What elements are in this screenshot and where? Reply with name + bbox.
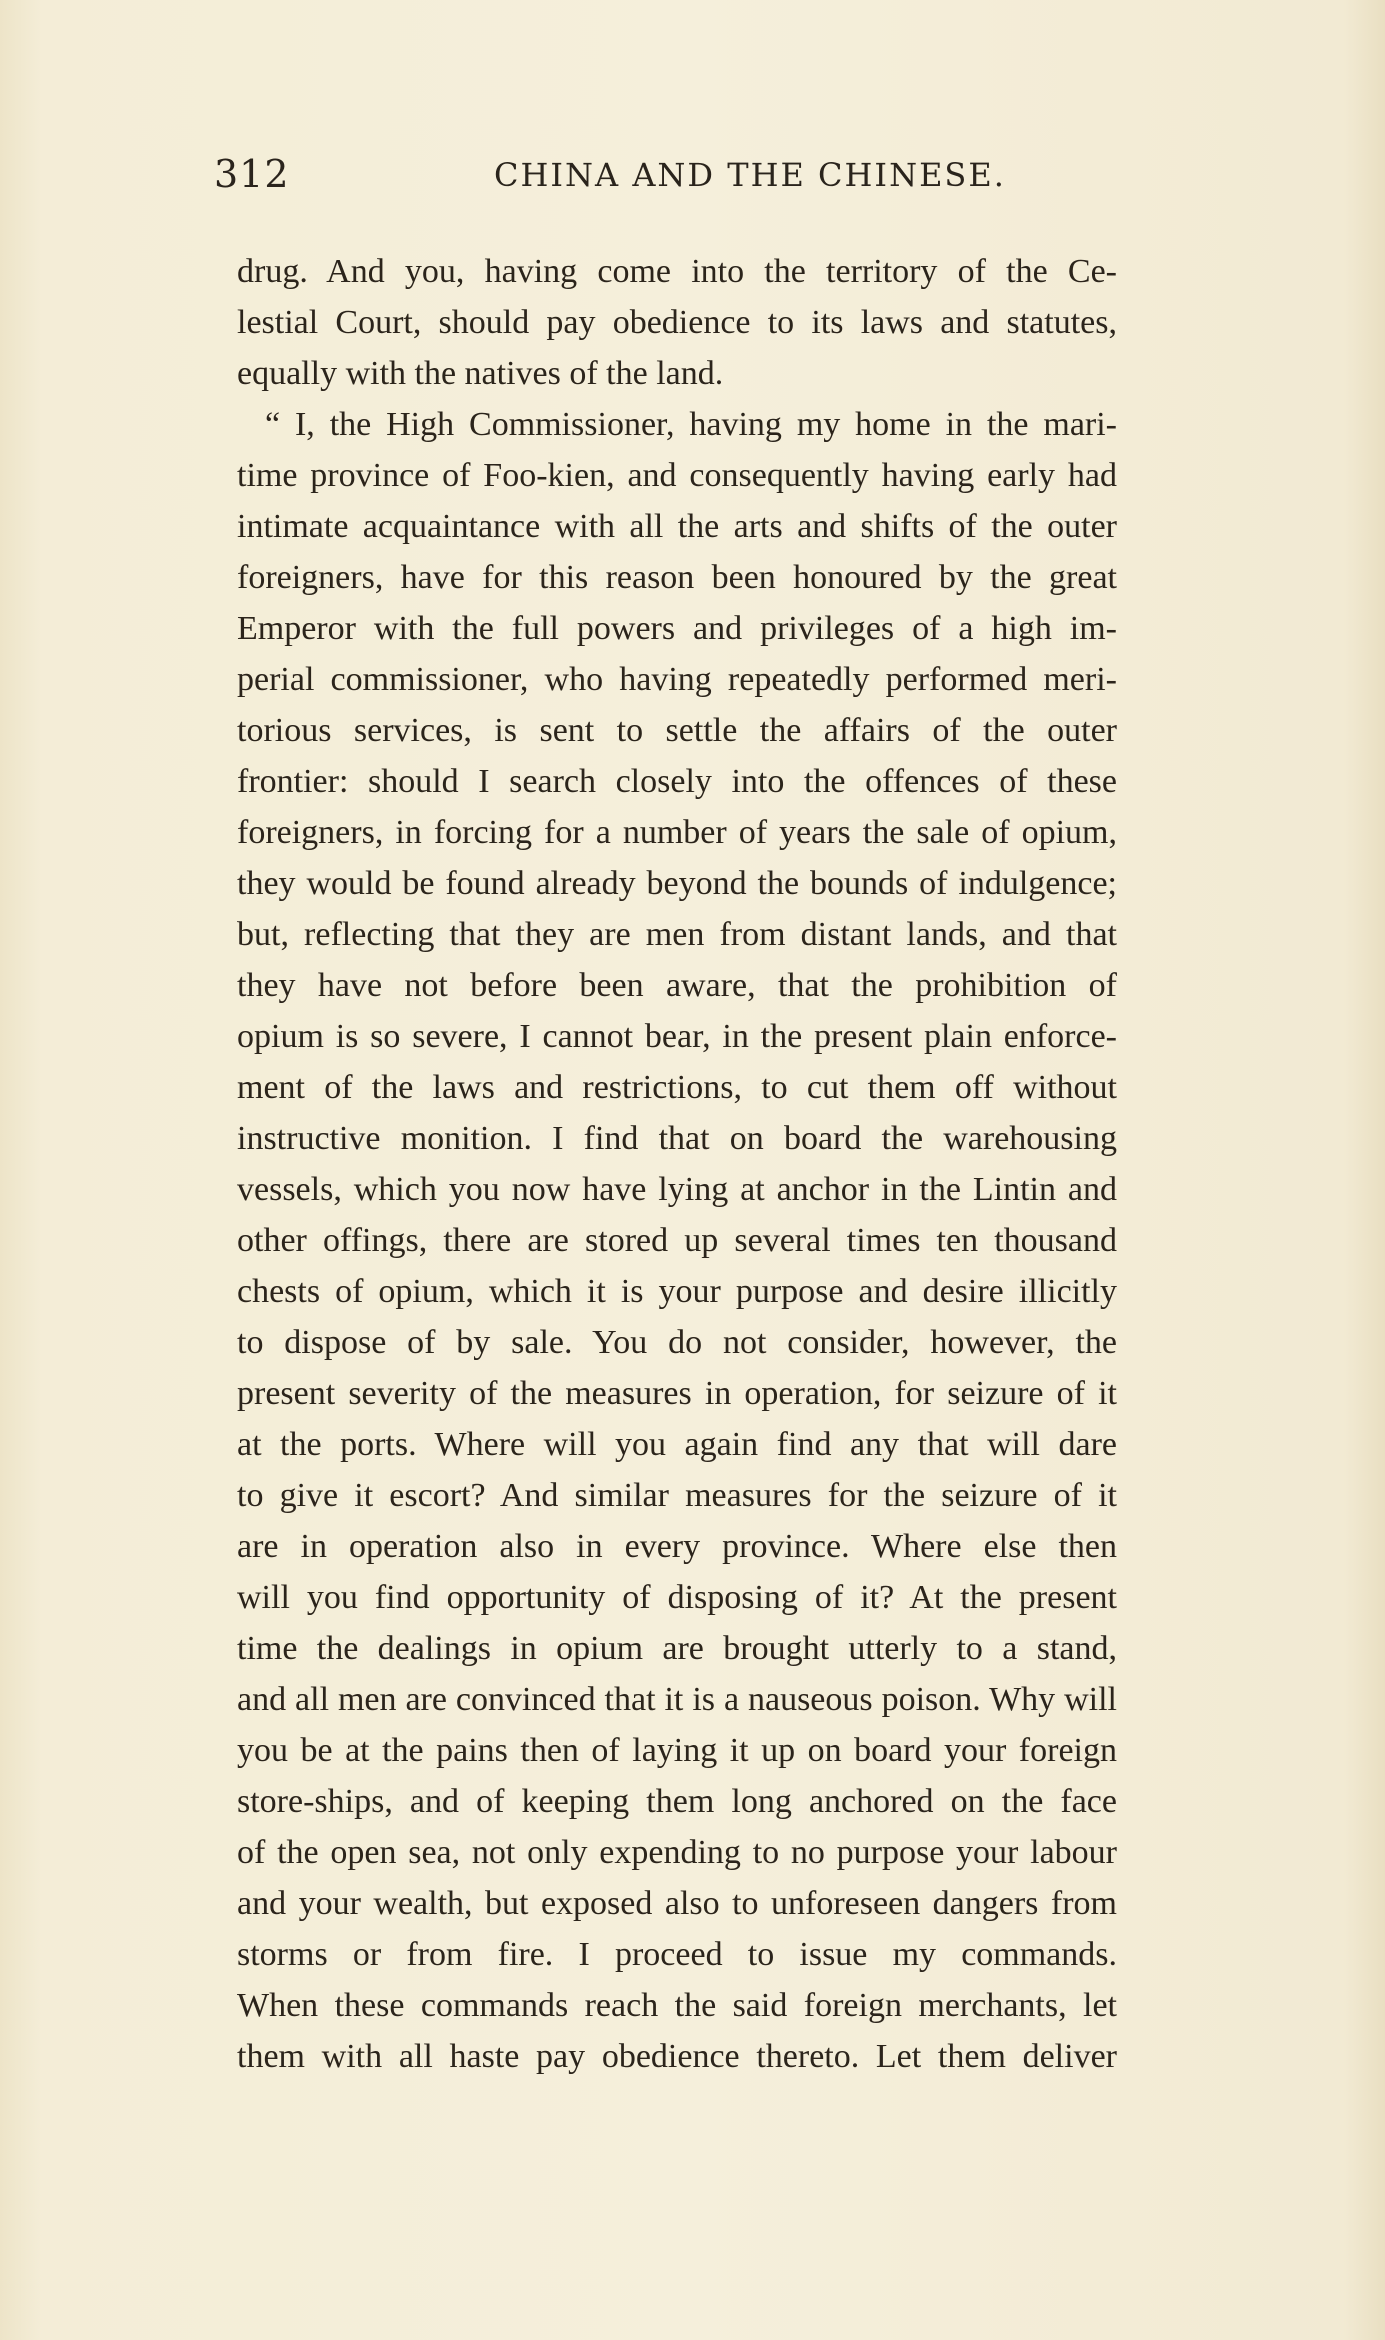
text-line: and your wealth, but exposed also to unforeseen dangers from bbox=[237, 1885, 1117, 1922]
text-line: are in operation also in every province. Where else then bbox=[237, 1528, 1117, 1565]
text-line: time province of Foo-kien, and consequently having early had bbox=[237, 457, 1117, 494]
text-line: time the dealings in opium are brought utterly to a stand, bbox=[237, 1630, 1117, 1667]
text-line: ment of the laws and restrictions, to cut them off without bbox=[237, 1069, 1117, 1106]
text-line: present severity of the measures in operation, for seizure of it bbox=[237, 1375, 1117, 1412]
text-line: instructive monition. I find that on board the warehousing bbox=[237, 1120, 1117, 1157]
text-line: intimate acquaintance with all the arts and shifts of the outer bbox=[237, 508, 1117, 545]
text-line: will you find opportunity of disposing of it? At the present bbox=[237, 1579, 1117, 1616]
text-line: them with all haste pay obedience thereto. Let them deliver bbox=[237, 2038, 1117, 2075]
text-line: they have not before been aware, that the prohibition of bbox=[237, 967, 1117, 1004]
text-line: chests of opium, which it is your purpose and desire illicitly bbox=[237, 1273, 1117, 1310]
text-line: foreigners, have for this reason been honoured by the great bbox=[237, 559, 1117, 596]
text-line: lestial Court, should pay obedience to its laws and statutes, bbox=[237, 304, 1117, 341]
text-line: at the ports. Where will you again find any that will dare bbox=[237, 1426, 1117, 1463]
text-line: vessels, which you now have lying at anchor in the Lintin and bbox=[237, 1171, 1117, 1208]
text-line: you be at the pains then of laying it up on board your foreign bbox=[237, 1732, 1117, 1769]
text-line: of the open sea, not only expending to no purpose your labour bbox=[237, 1834, 1117, 1871]
text-line: and all men are convinced that it is a nauseous poison. Why will bbox=[237, 1681, 1117, 1718]
text-line: torious services, is sent to settle the affairs of the outer bbox=[237, 712, 1117, 749]
text-line: foreigners, in forcing for a number of years the sale of opium, bbox=[237, 814, 1117, 851]
text-line: storms or from fire. I proceed to issue my commands. bbox=[237, 1936, 1117, 1973]
text-line: drug. And you, having come into the territory of the Ce- bbox=[237, 253, 1117, 290]
text-line: frontier: should I search closely into the offences of these bbox=[237, 763, 1117, 800]
page-number: 312 bbox=[214, 152, 290, 196]
body-text bbox=[237, 246, 1117, 2082]
text-line: store-ships, and of keeping them long anchored on the face bbox=[237, 1783, 1117, 1820]
text-line: Emperor with the full powers and privileges of a high im- bbox=[237, 610, 1117, 647]
text-line: to dispose of by sale. You do not consider, however, the bbox=[237, 1324, 1117, 1361]
text-line: to give it escort? And similar measures for the seizure of it bbox=[237, 1477, 1117, 1514]
text-line: “ I, the High Commissioner, having my home in the mari- bbox=[265, 406, 1117, 443]
text-line: opium is so severe, I cannot bear, in the present plain enforce- bbox=[237, 1018, 1117, 1055]
running-title: CHINA AND THE CHINESE. bbox=[494, 156, 1006, 194]
text-line: but, reflecting that they are men from distant lands, and that bbox=[237, 916, 1117, 953]
text-line: equally with the natives of the land. bbox=[237, 355, 724, 392]
page-header bbox=[214, 152, 1138, 208]
text-line: other offings, there are stored up several times ten thousand bbox=[237, 1222, 1117, 1259]
text-line: When these commands reach the said foreign merchants, let bbox=[237, 1987, 1117, 2024]
text-line: they would be found already beyond the bounds of indulgence; bbox=[237, 865, 1117, 902]
text-line: perial commissioner, who having repeatedly performed meri- bbox=[237, 661, 1117, 698]
